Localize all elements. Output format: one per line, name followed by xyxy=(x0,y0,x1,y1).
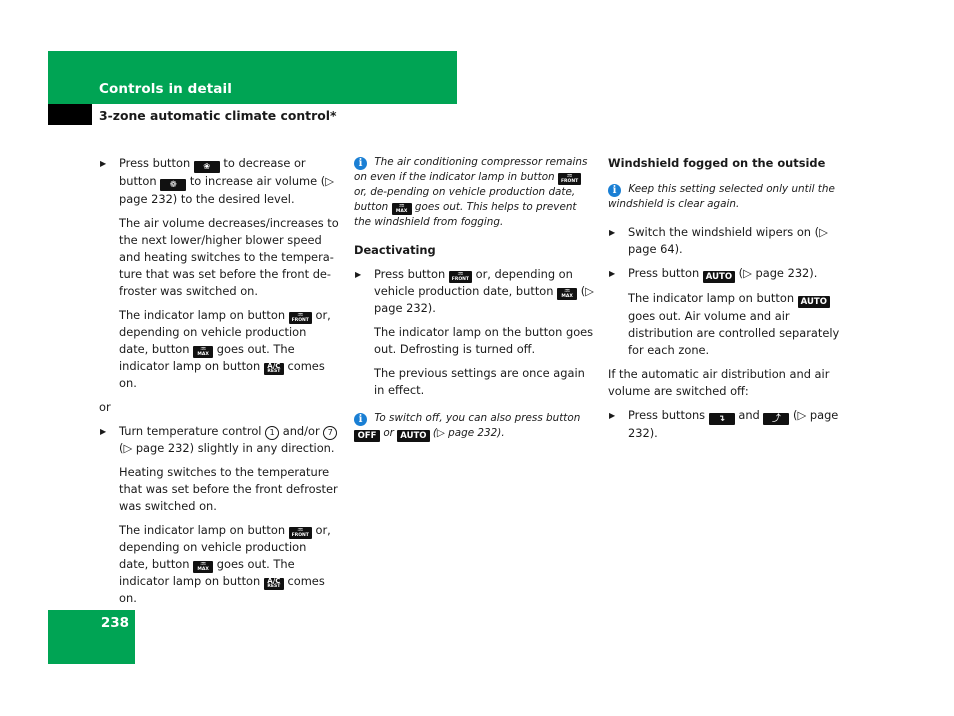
callout-7: 7 xyxy=(323,426,337,440)
defrost-max-button-icon: ♒ MAX xyxy=(193,346,213,358)
auto-button-icon: AUTO xyxy=(703,271,735,283)
info-note: i To switch off, you can also press button OFF or AUTO (▷ page 232). xyxy=(354,411,594,442)
paragraph: If the automatic air distribution and air volume are switched off: xyxy=(608,367,830,398)
auto-button-icon: AUTO xyxy=(798,296,830,308)
defrost-front-button-icon: ♒ FRONT xyxy=(289,312,312,324)
paragraph: The indicator lamp on the button goes out. Defrosting is turned off. xyxy=(374,325,594,356)
defrost-max-button-icon: ♒ MAX xyxy=(557,288,577,300)
step-press-air-distribution: ▶ Press buttons ↴ and ⤴ (▷ page 232). xyxy=(609,408,839,440)
paragraph: Heating switches to the temperature that was set before the front defroster was switched on. xyxy=(119,465,338,513)
info-icon: i xyxy=(354,413,367,426)
paragraph: The previous settings are once again in effect. xyxy=(374,366,585,397)
paragraph: The indicator lamp on button AUTO goes out. Air volume and air distribution are controlled separately for each zone. xyxy=(628,291,840,357)
ac-rest-button-icon: A/C REST xyxy=(264,363,284,375)
header-banner xyxy=(48,51,457,104)
step-arrow-icon: ▶ xyxy=(355,270,362,279)
ac-rest-button-icon: A/C REST xyxy=(264,578,284,590)
info-note: i Keep this setting selected only until the windshield is clear again. xyxy=(608,183,835,210)
fan-up-button-icon: ❁ xyxy=(160,179,186,191)
section-marker xyxy=(48,104,92,125)
paragraph: The indicator lamp on button ♒ FRONT or, depending on vehicle production date, button ♒ MAX goes out. The indicator lamp on button A/C REST comes on. xyxy=(119,523,331,605)
defrost-front-button-icon: ♒ FRONT xyxy=(289,527,312,539)
step-turn-temperature: ▶ Turn temperature control 1 and/or 7 (▷ page 232) slightly in any direction. xyxy=(99,423,339,457)
section-title: Controls in detail xyxy=(99,81,232,97)
callout-1: 1 xyxy=(265,426,279,440)
info-icon: i xyxy=(608,184,621,197)
step-arrow-icon: ▶ xyxy=(609,411,616,420)
heading-windshield-fogged: Windshield fogged on the outside xyxy=(608,156,826,170)
subsection-title: 3-zone automatic climate control* xyxy=(99,108,337,123)
fan-down-button-icon: ❀ xyxy=(194,161,220,173)
defrost-max-button-icon: ♒ MAX xyxy=(193,561,213,573)
paragraph: The air volume decreases/increases to the next lower/higher blower speed and heating switches to the tempera-ture that was set before the front de-froster was switched on. xyxy=(119,216,339,298)
step-switch-wipers: ▶ Switch the windshield wipers on (▷ page 64). xyxy=(609,225,828,256)
auto-button-icon: AUTO xyxy=(397,430,429,442)
step-arrow-icon: ▶ xyxy=(100,427,107,436)
or-separator: or xyxy=(99,400,111,414)
paragraph: The indicator lamp on button ♒ FRONT or, depending on vehicle production date, button ♒ MAX goes out. The indicator lamp on button A/C REST comes on. xyxy=(119,308,331,390)
page-number-tab xyxy=(48,610,135,664)
column-1 xyxy=(99,155,339,607)
off-button-icon: OFF xyxy=(354,430,380,442)
step-arrow-icon: ▶ xyxy=(609,269,616,278)
step-press-auto: ▶ Press button AUTO (▷ page 232). xyxy=(609,266,818,282)
step-adjust-air-volume: ▶ Press button ❀ to decrease or button ❁ to increase air volume (▷ page 232) to the desired level. xyxy=(100,156,334,206)
defrost-front-button-icon: ♒ FRONT xyxy=(558,173,581,185)
heading-deactivating: Deactivating xyxy=(354,243,436,257)
step-press-defrost: ▶ Press button ♒ FRONT or, depending on vehicle production date, button ♒ MAX (▷ page 232). xyxy=(355,267,594,315)
column-2 xyxy=(354,155,594,442)
defrost-max-button-icon: ♒ MAX xyxy=(392,203,412,215)
info-note: i The air conditioning compressor remains on even if the indicator lamp in button ♒ FRONT or, de-pending on vehicle production date, button ♒ MAX goes out. This helps to prevent the windshield from fogging. xyxy=(354,156,588,228)
column-3 xyxy=(608,155,843,442)
footwell-air-button-icon: ↴ xyxy=(709,413,735,425)
step-arrow-icon: ▶ xyxy=(609,228,616,237)
info-icon: i xyxy=(354,157,367,170)
step-arrow-icon: ▶ xyxy=(100,159,107,168)
defrost-front-button-icon: ♒ FRONT xyxy=(449,271,472,283)
windshield-air-button-icon: ⤴ xyxy=(763,413,789,425)
page-number: 238 xyxy=(100,615,129,631)
